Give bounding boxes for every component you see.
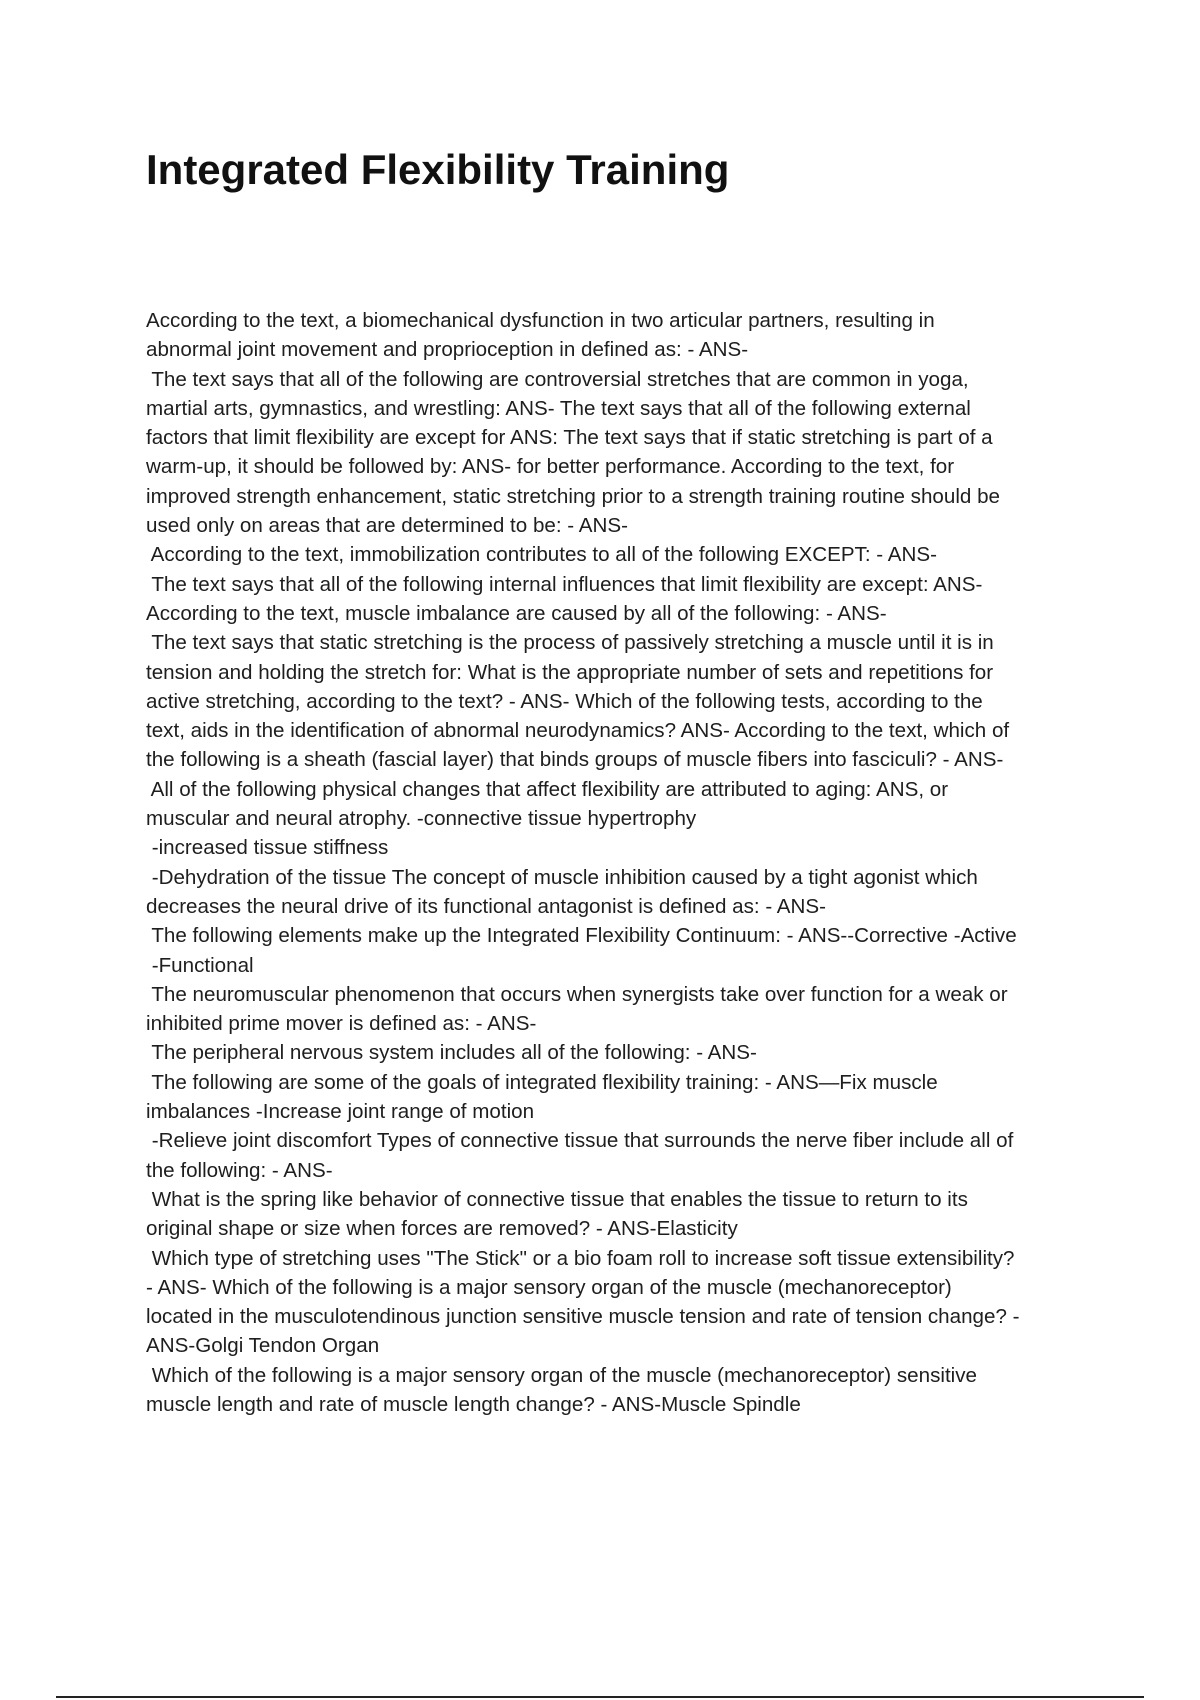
text-line: The text says that all of the following are controversial stretches that are common in yoga, <box>146 367 969 391</box>
text-line: The following are some of the goals of integrated flexibility training: - ANS—Fix muscle <box>146 1070 938 1094</box>
text-line: abnormal joint movement and proprioception in defined as: - ANS- <box>146 338 749 362</box>
text-line: According to the text, immobilization contributes to all of the following EXCEPT: - ANS- <box>146 543 937 567</box>
text-line: active stretching, according to the text? - ANS- Which of the following tests, according to the <box>146 689 983 713</box>
footer-divider <box>56 1696 1144 1698</box>
text-line: -Dehydration of the tissue The concept of muscle inhibition caused by a tight agonist which <box>146 865 978 889</box>
text-line: decreases the neural drive of its functional antagonist is defined as: - ANS- <box>146 894 826 918</box>
text-line: According to the text, muscle imbalance are caused by all of the following: - ANS- <box>146 601 887 625</box>
text-line: According to the text, a biomechanical dysfunction in two articular partners, resulting in <box>146 309 935 332</box>
page-title: Integrated Flexibility Training <box>146 146 730 193</box>
document-body <box>146 306 1091 1419</box>
text-line: The text says that static stretching is the process of passively stretching a muscle until it is in <box>146 631 994 655</box>
text-line: factors that limit flexibility are except for ANS: The text says that if static stretching is part of a <box>146 426 993 450</box>
text-line: What is the spring like behavior of connective tissue that enables the tissue to return to its <box>146 1187 968 1211</box>
text-line: tension and holding the stretch for: What is the appropriate number of sets and repetitions for <box>146 660 994 684</box>
text-line: All of the following physical changes that affect flexibility are attributed to aging: ANS, or <box>146 777 949 801</box>
text-line: the following: - ANS- <box>146 1158 333 1182</box>
text-line: - ANS- Which of the following is a major sensory organ of the muscle (mechanoreceptor) <box>146 1275 952 1299</box>
text-line: -Functional <box>146 953 254 977</box>
text-line: The following elements make up the Integrated Flexibility Continuum: - ANS--Corrective -Active <box>146 924 1017 948</box>
text-line: The peripheral nervous system includes all of the following: - ANS- <box>146 1041 757 1065</box>
text-line: Which of the following is a major sensory organ of the muscle (mechanoreceptor) sensitive <box>146 1363 977 1387</box>
text-line: The text says that all of the following internal influences that limit flexibility are except: ANS- <box>146 572 983 596</box>
text-line: the following is a sheath (fascial layer) that binds groups of muscle fibers into fasciculi? - ANS- <box>146 748 1004 772</box>
text-line: inhibited prime mover is defined as: - ANS- <box>146 1012 537 1036</box>
text-line: used only on areas that are determined to be: - ANS- <box>146 514 628 538</box>
text-line: -Relieve joint discomfort Types of connective tissue that surrounds the nerve fiber include all of <box>146 1129 1014 1153</box>
text-line: muscle length and rate of muscle length change? - ANS-Muscle Spindle <box>146 1392 801 1416</box>
text-line: improved strength enhancement, static stretching prior to a strength training routine should be <box>146 484 1000 508</box>
text-line: The neuromuscular phenomenon that occurs when synergists take over function for a weak or <box>146 982 1008 1006</box>
text-line: ANS-Golgi Tendon Organ <box>146 1334 380 1358</box>
text-line: text, aids in the identification of abnormal neurodynamics? ANS- According to the text, which of <box>146 719 1010 743</box>
text-line: imbalances -Increase joint range of motion <box>146 1100 535 1124</box>
text-line: located in the musculotendinous junction sensitive muscle tension and rate of tension change? - <box>146 1305 1020 1329</box>
text-line: -increased tissue stiffness <box>146 836 389 860</box>
text-line: muscular and neural atrophy. -connective tissue hypertrophy <box>146 807 697 831</box>
text-line: Which type of stretching uses "The Stick" or a bio foam roll to increase soft tissue extensibility? <box>146 1246 1015 1270</box>
text-line: warm-up, it should be followed by: ANS- for better performance. According to the text, for <box>146 455 955 479</box>
text-line: martial arts, gymnastics, and wrestling: ANS- The text says that all of the following external <box>146 396 971 420</box>
text-line: original shape or size when forces are removed? - ANS-Elasticity <box>146 1217 738 1241</box>
